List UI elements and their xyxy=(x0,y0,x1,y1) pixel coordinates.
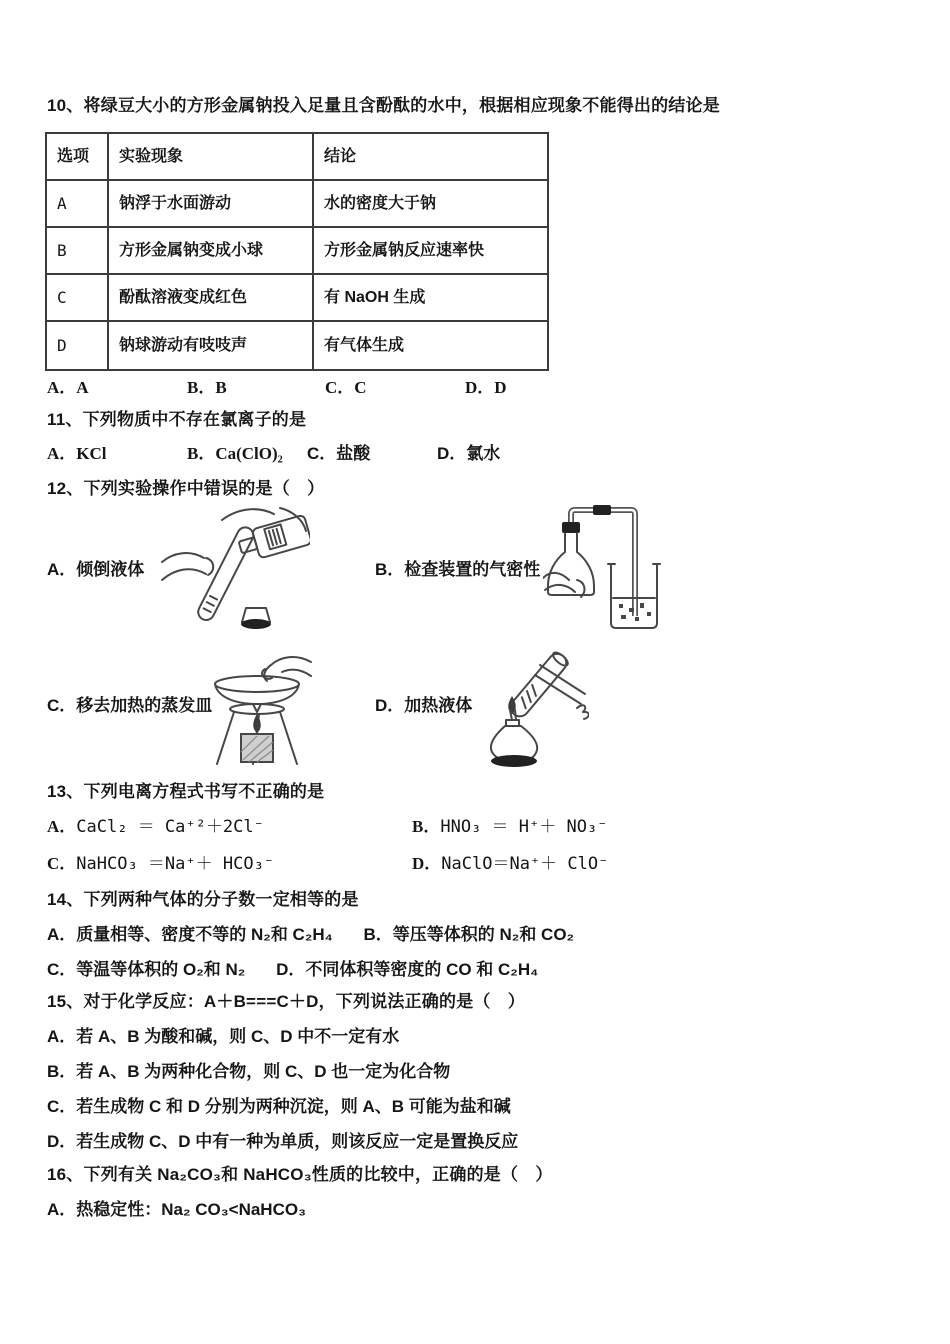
table-cell: A xyxy=(47,181,109,228)
answer-option-a: A．A xyxy=(47,378,89,397)
option-d-label: D． xyxy=(412,854,442,873)
gas-tightness-check-figure xyxy=(543,498,673,658)
pouring-liquid-figure xyxy=(160,500,310,650)
option-b: B．若 A、B 为两种化合物，则 C、D 也一定为化合物 xyxy=(47,1062,451,1081)
option-a-formula: CaCl₂ ＝ Ca⁺²＋2Cl⁻ xyxy=(76,817,264,837)
option-a-label: A．倾倒液体 xyxy=(47,560,145,579)
option-b-label: B．检查装置的气密性 xyxy=(375,560,541,579)
option-d-label: D．加热液体 xyxy=(375,696,473,715)
option-d: D．若生成物 C、D 中有一种为单质，则该反应一定是置换反应 xyxy=(47,1132,519,1151)
gas-tightness-check-icon xyxy=(543,498,673,658)
question-11-stem: 11、下列物质中不存在氯离子的是 xyxy=(47,410,307,429)
option-b-formula: HNO₃ ＝ H⁺＋ NO₃⁻ xyxy=(440,817,608,837)
table-cell: 方形金属钠变成小球 xyxy=(109,228,314,275)
table-cell: 钠球游动有吱吱声 xyxy=(109,322,314,369)
option-c-label: C．移去加热的蒸发皿 xyxy=(47,696,213,715)
question-16-stem: 16、下列有关 Na₂CO₃和 NaHCO₃性质的比较中，正确的是（ ） xyxy=(47,1165,553,1184)
question-12-stem: 12、下列实验操作中错误的是（ ） xyxy=(47,479,325,498)
table-cell: 钠浮于水面游动 xyxy=(109,181,314,228)
option-a-label: A． xyxy=(47,817,77,836)
heating-liquid-figure xyxy=(477,650,589,768)
option-a: A．热稳定性：Na₂ CO₃<NaHCO₃ xyxy=(47,1200,306,1219)
option-a xyxy=(47,815,264,839)
option-c: C．等温等体积的 O₂和 N₂ xyxy=(47,960,246,979)
table-cell: D xyxy=(47,322,109,369)
option-c-label: C． xyxy=(47,854,77,873)
question-13-stem: 13、下列电离方程式书写不正确的是 xyxy=(47,782,325,801)
question-15-stem: 15、对于化学反应：A＋B===C＋D，下列说法正确的是（ ） xyxy=(47,992,525,1011)
option-d-formula: NaClO＝Na⁺＋ ClO⁻ xyxy=(441,854,609,874)
question-10-stem: 10、将绿豆大小的方形金属钠投入足量且含酚酞的水中，根据相应现象不能得出的结论是 xyxy=(47,96,720,115)
option-c xyxy=(47,852,274,876)
option-a: A．质量相等、密度不等的 N₂和 C₂H₄ xyxy=(47,925,333,944)
table-cell: 有 NaOH 生成 xyxy=(314,275,547,322)
option-d: D．不同体积等密度的 CO 和 C₂H₄ xyxy=(276,960,539,979)
heating-liquid-icon xyxy=(477,650,589,768)
option-c: C．若生成物 C 和 D 分别为两种沉淀，则 A、B 可能为盐和碱 xyxy=(47,1097,511,1116)
question-10-table xyxy=(45,132,549,371)
question-10-answers xyxy=(47,376,907,400)
removing-evaporating-dish-icon xyxy=(207,652,313,768)
question-14-options-row-1 xyxy=(47,923,574,946)
table-cell: 有气体生成 xyxy=(324,337,405,354)
option-c-formula: NaHCO₃ ＝Na⁺＋ HCO₃⁻ xyxy=(76,854,275,874)
answer-option-b: B．B xyxy=(187,378,227,397)
question-11-options xyxy=(47,442,907,468)
answer-option-c: C．C xyxy=(325,378,367,397)
option-b: B．Ca(ClO)₂ xyxy=(187,444,283,463)
question-14-options-row-2 xyxy=(47,958,538,981)
table-cell: C xyxy=(47,275,109,322)
option-b xyxy=(412,815,607,839)
table-header-cell: 结论 xyxy=(314,134,547,181)
option-c: C．盐酸 xyxy=(307,444,371,463)
table-cell: 水的密度大于钠 xyxy=(314,181,547,228)
table-header-cell: 实验现象 xyxy=(109,134,314,181)
option-b: B．等压等体积的 N₂和 CO₂ xyxy=(363,925,575,944)
removing-evaporating-dish-figure xyxy=(207,652,313,768)
table-cell: 酚酞溶液变成红色 xyxy=(109,275,314,322)
table-header-cell: 选项 xyxy=(47,134,109,181)
table-cell: B xyxy=(47,228,109,275)
option-b-label: B． xyxy=(412,817,441,836)
table-cell: 方形金属钠反应速率快 xyxy=(314,228,547,275)
option-d: D．氯水 xyxy=(437,444,501,463)
option-a: A．KCl xyxy=(47,444,107,463)
answer-option-d: D．D xyxy=(465,378,507,397)
option-d xyxy=(412,852,608,876)
option-a: A．若 A、B 为酸和碱，则 C、D 中不一定有水 xyxy=(47,1027,400,1046)
pouring-liquid-icon xyxy=(160,500,310,650)
question-14-stem: 14、下列两种气体的分子数一定相等的是 xyxy=(47,890,359,909)
